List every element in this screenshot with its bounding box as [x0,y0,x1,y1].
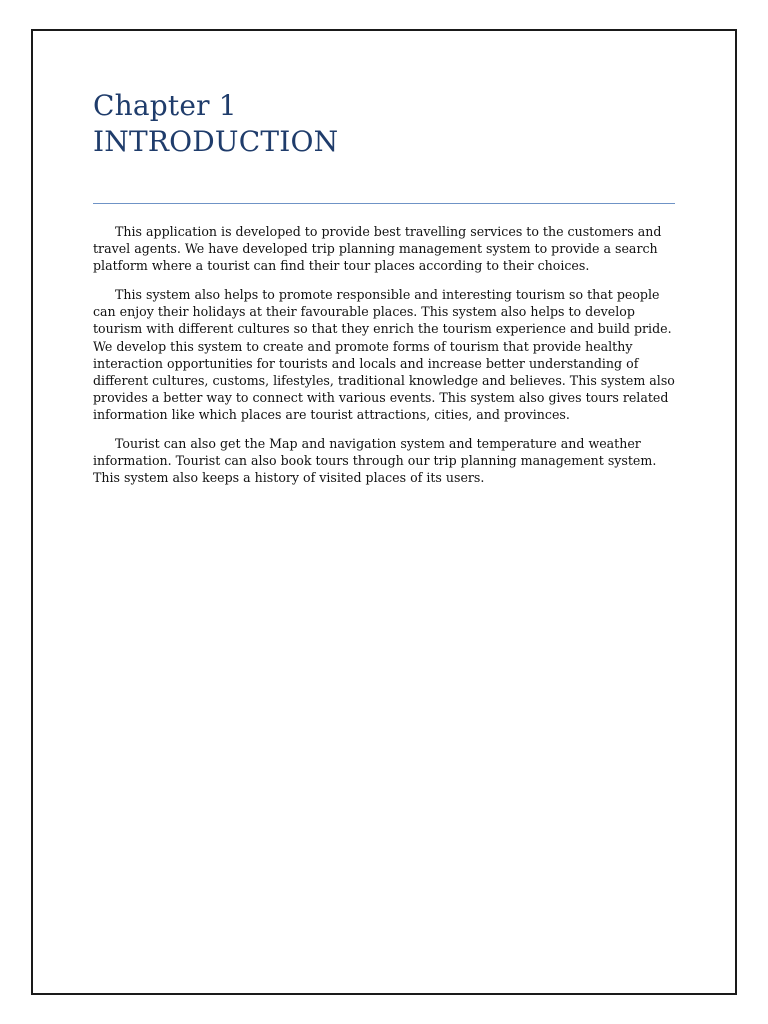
body-text [93,223,677,498]
chapter-title: INTRODUCTION [93,125,339,158]
chapter-heading [93,88,338,160]
paragraph-2: This system also helps to promote responsible and interesting tourism so that people can enjoy their holidays at their favourable places. This system also helps to develop tourism with different cultures so that they enrich the tourism experience and build pride. We develop this system to create and promote forms of tourism that provide healthy interaction opportunities for tourists and locals and increase better understanding of different cultures, customs, lifestyles, traditional knowledge and believes. This system also provides a better way to connect with various events. This system also gives tours related information like which places are tourist attractions, cities, and provinces. [93,287,675,422]
paragraph-1: This application is developed to provide best travelling services to the customers and travel agents. We have developed trip planning management system to provide a search platform where a tourist can find their tour places according to their choices. [93,224,662,274]
heading-divider [93,203,675,204]
paragraph-3: Tourist can also get the Map and navigation system and temperature and weather information. Tourist can also book tours through our trip planning management system. This system also keeps a history of visited places of its users. [93,436,657,486]
chapter-number: Chapter 1 [93,89,237,122]
page-border [31,29,737,995]
